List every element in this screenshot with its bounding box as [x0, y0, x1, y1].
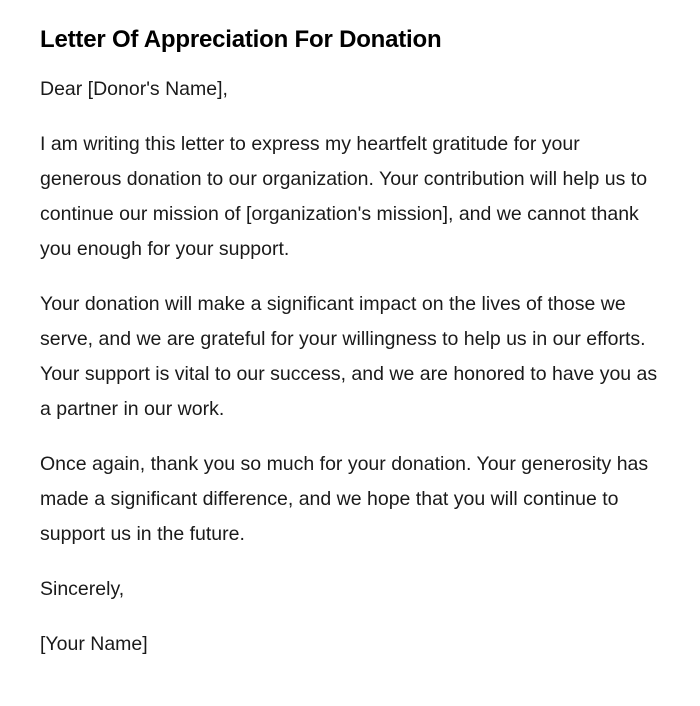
letter-closing: Sincerely,: [40, 578, 125, 600]
letter-paragraph-2: Your donation will make a significant impact on the lives of those we serve, and we are grateful for your willingness to help us in our efforts. Your support is vital to our success, and we are honored to have you as a partner in our work.: [40, 293, 658, 420]
letter-title: Letter Of Appreciation For Donation: [40, 26, 442, 53]
letter-signature: [Your Name]: [40, 633, 148, 655]
letter-paragraph-1: I am writing this letter to express my heartfelt gratitude for your generous donation to our organization. Your contribution will help us to continue our mission of [organization's mission], and we cannot thank you enough for your support.: [40, 133, 648, 260]
letter-salutation: Dear [Donor's Name],: [40, 78, 228, 100]
letter-paragraph-3: Once again, thank you so much for your donation. Your generosity has made a significant difference, and we hope that you will continue to support us in the future.: [40, 453, 649, 545]
